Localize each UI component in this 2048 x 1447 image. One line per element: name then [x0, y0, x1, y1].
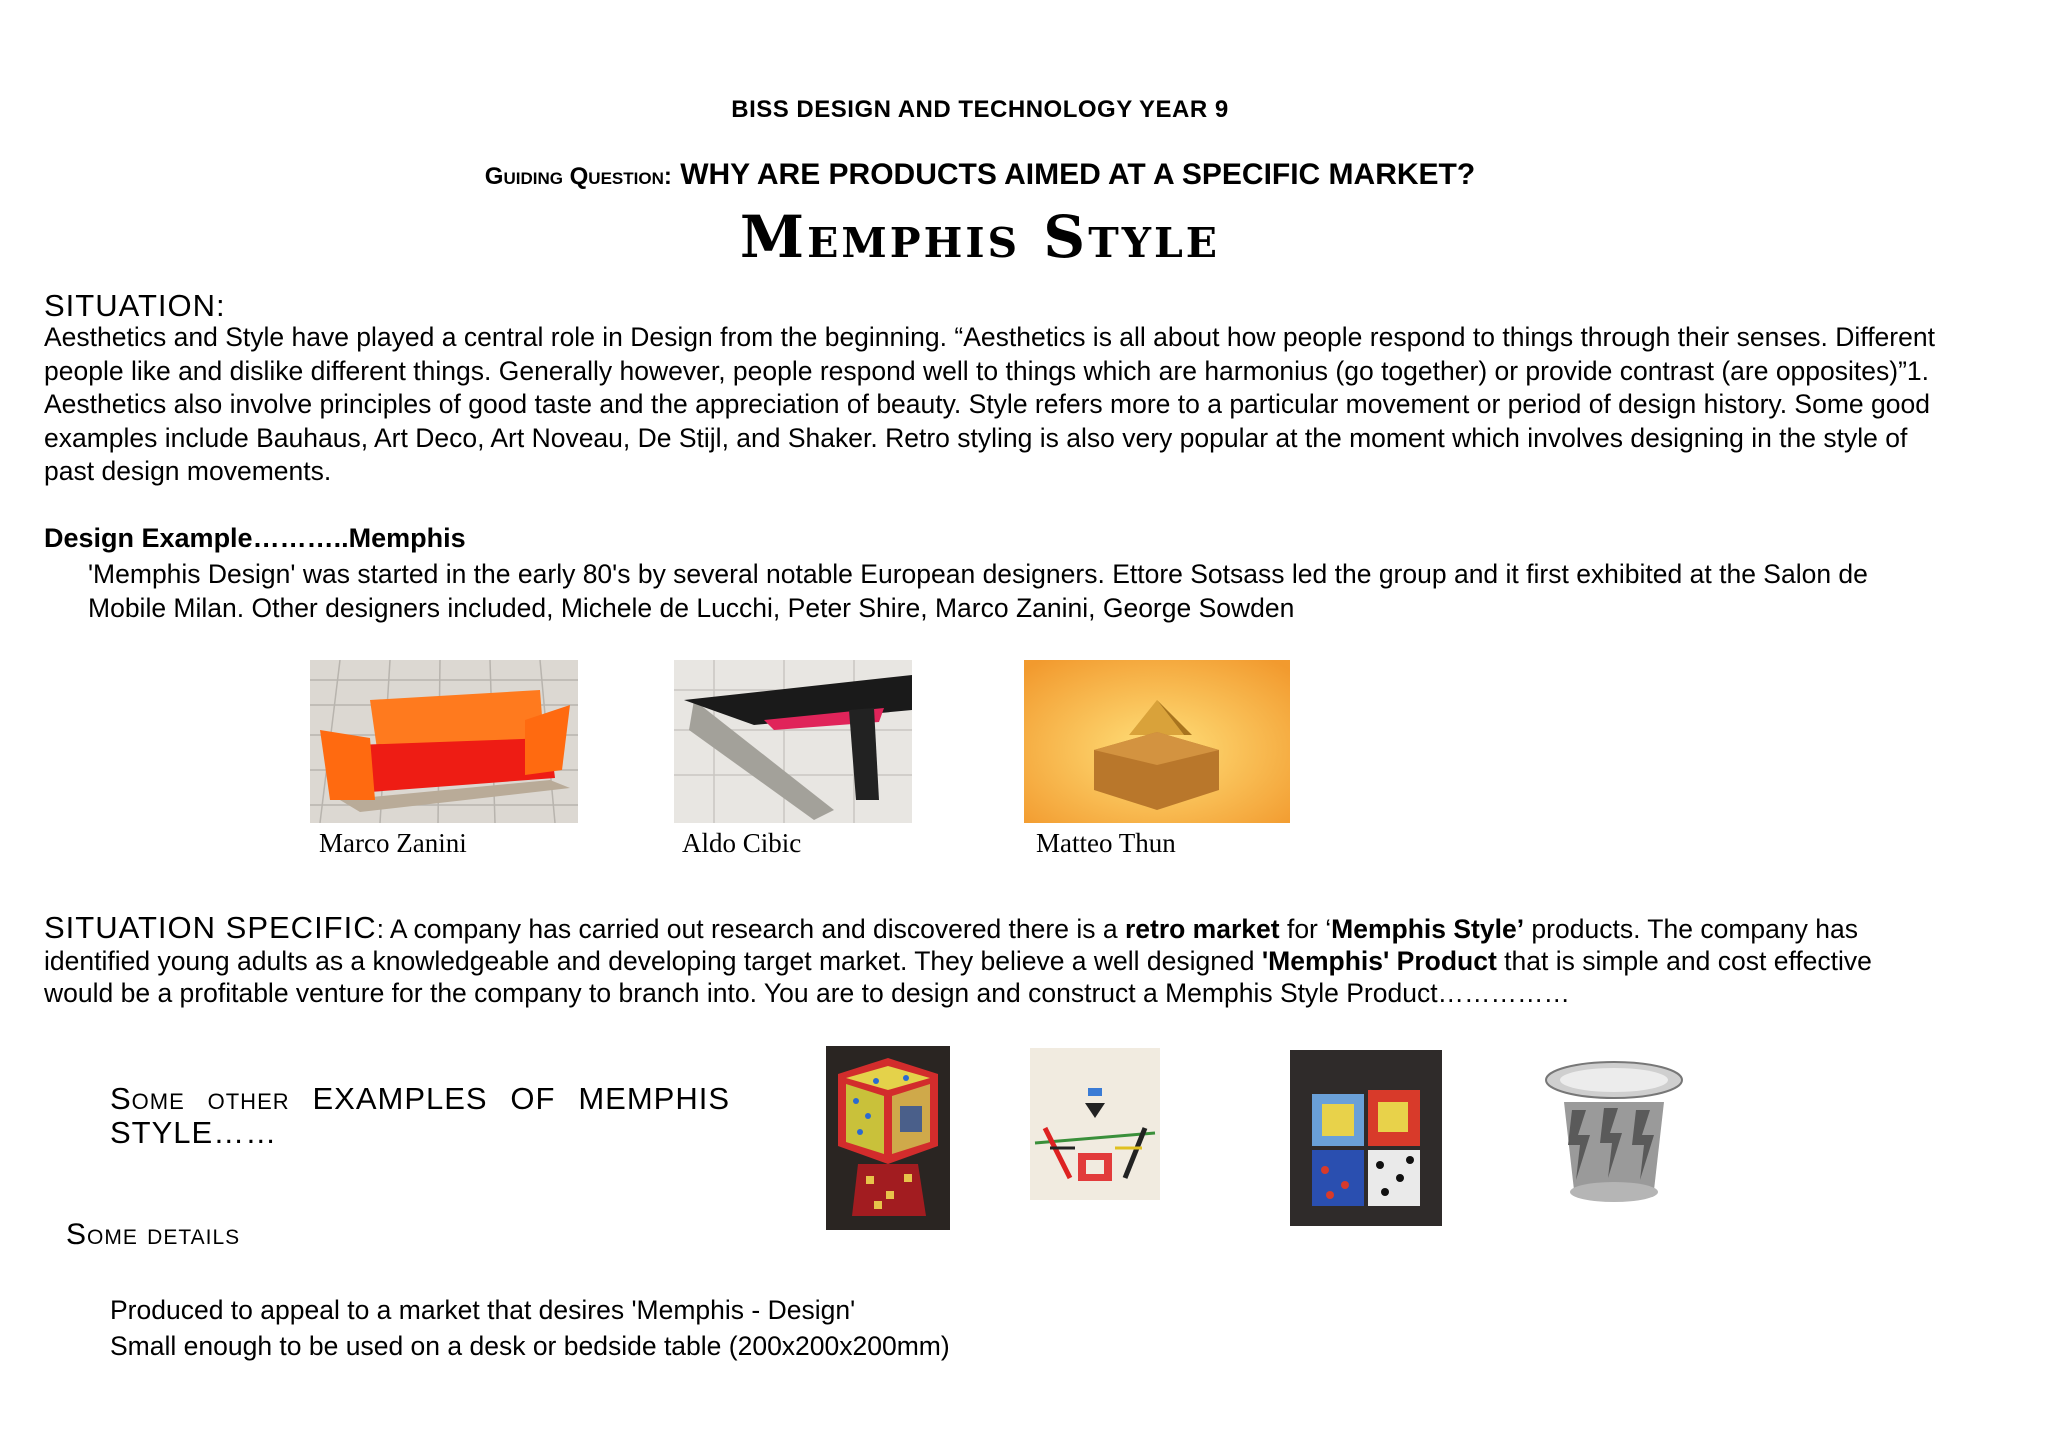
spec-text-4: that is simple and cost effective would be a profitable venture for the company to branch into. You are to design and construct a Memphis Style Product…………… — [44, 946, 1872, 1008]
caption-aldo-cibic: Aldo Cibic — [682, 828, 802, 858]
other-examples-heading: Some other EXAMPLES OF MEMPHIS STYLE…… — [110, 1081, 730, 1150]
box-photo — [1024, 660, 1290, 823]
spec-bold-memphis-style: Memphis Style’ — [1331, 914, 1525, 944]
details-item: Produced to appeal to a market that desires 'Memphis - Design' — [110, 1295, 856, 1325]
details-item: Small enough to be used on a desk or bedside table (200x200x200mm) — [110, 1331, 950, 1361]
guiding-question-label: Guiding Question: — [484, 163, 672, 190]
situation-specific-heading: SITUATION SPECIFIC — [44, 910, 377, 945]
metal-bowl-photo — [1534, 1040, 1724, 1230]
spec-text-3: products. The company has identified young adults as a knowledgeable and developing target market. They believe a well designed — [44, 914, 1858, 976]
cube-lamp-photo — [826, 1046, 950, 1230]
guiding-question-text: WHY ARE PRODUCTS AIMED AT A SPECIFIC MARKET? — [680, 158, 1476, 191]
some-details-heading: Some details — [66, 1218, 241, 1251]
page-title: Memphis Style — [739, 203, 1221, 271]
design-example-text: 'Memphis Design' was started in the early 80's by several notable European designers. Ettore Sotsass led the group and it first exhibited at the Salon de Mobile Milan. Other designers included, Michele de Lucchi, Peter Shire, Marco Zanini, George Sowden — [88, 559, 1868, 623]
spec-text-1: : A company has carried out research and discovered there is a — [376, 914, 1125, 944]
caption-marco-zanini: Marco Zanini — [319, 828, 467, 858]
course-header: BISS DESIGN AND TECHNOLOGY YEAR 9 — [731, 96, 1229, 123]
caption-matteo-thun: Matteo Thun — [1036, 828, 1176, 858]
sofa-photo — [310, 660, 578, 823]
clock-cubes-photo — [1290, 1050, 1442, 1226]
table-photo — [674, 660, 912, 823]
situation-paragraph: Aesthetics and Style have played a central role in Design from the beginning. “Aesthetics is all about how people respond to things through their senses. Different people like and dislike different things. Generally however, people respond well to things which are harmonius (go together) or provide contrast (are opposites)”1. Aesthetics also involve principles of good taste and the appreciation of beauty. Style refers more to a particular movement or period of design history. Some good examples include Bauhaus, Art Deco, Art Noveau, De Stijl, and Shaker. Retro styling is also very popular at the moment which involves designing in the style of past design movements. — [44, 322, 1935, 486]
spec-bold-retro-market: retro market — [1124, 914, 1280, 944]
guiding-question — [0, 158, 1960, 192]
details-list — [110, 1292, 950, 1364]
spec-text-2: for ‘ — [1279, 914, 1332, 944]
situation-heading: SITUATION: — [44, 288, 226, 323]
design-example-heading: Design Example………..Memphis — [44, 523, 466, 553]
situation-specific-paragraph — [44, 912, 1944, 1009]
spec-bold-memphis-product: 'Memphis' Product — [1261, 946, 1497, 976]
abstract-sculpture-photo — [1030, 1048, 1160, 1200]
